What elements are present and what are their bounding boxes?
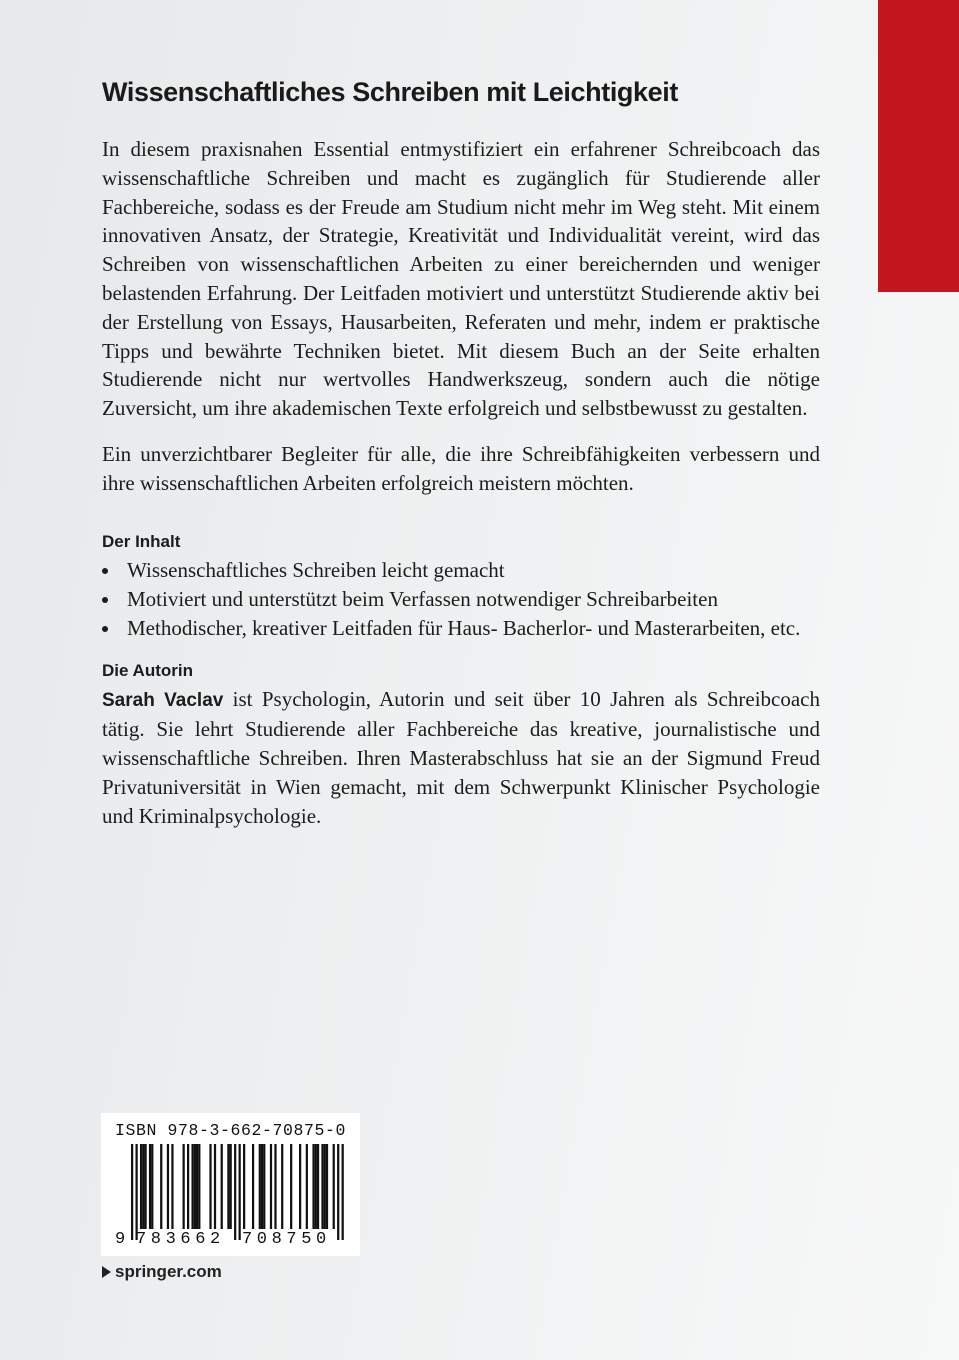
book-title: Wissenschaftliches Schreiben mit Leichtigkeit [102, 77, 678, 107]
barcode-bar [281, 1144, 283, 1229]
barcode-bar [261, 1144, 263, 1229]
contents-list [102, 556, 820, 643]
list-item [102, 556, 820, 585]
bullet-icon [102, 626, 108, 632]
barcode-bar [315, 1144, 317, 1229]
barcode-bar [230, 1144, 232, 1229]
barcode-bar [290, 1144, 292, 1229]
barcode-bar [194, 1144, 196, 1229]
play-arrow-icon [102, 1266, 111, 1278]
barcode-bar [191, 1144, 193, 1229]
list-item-text: Motiviert und unterstützt beim Verfassen notwendiger Schreibarbeiten [127, 586, 718, 611]
isbn-label: ISBN 978-3-662-70875-0 [115, 1121, 347, 1140]
barcode-bar [144, 1144, 146, 1229]
barcode-bar [299, 1144, 301, 1229]
barcode-guard-bar [131, 1144, 133, 1240]
barcode-guard-bar [342, 1144, 344, 1240]
barcode-bar [270, 1144, 272, 1229]
ean-left-group: 783662 [136, 1230, 225, 1249]
barcode-bar [221, 1144, 223, 1229]
barcode-bar [306, 1144, 308, 1229]
barcode-guard-bar [239, 1144, 241, 1240]
barcode-guard-bar [234, 1144, 236, 1240]
red-accent-band [878, 0, 959, 292]
list-item [102, 585, 820, 614]
barcode-bar [312, 1144, 314, 1229]
ean-first-digit: 9 [115, 1230, 130, 1249]
barcode-guard-bar [337, 1144, 339, 1240]
barcode-bar [227, 1144, 229, 1229]
barcode-bar [214, 1144, 216, 1229]
author-bio [102, 685, 820, 831]
barcode-bar [326, 1144, 328, 1229]
list-item-text: Methodischer, kreativer Leitfaden für Haus- Bacherlor- und Masterarbeiten, etc. [127, 615, 801, 640]
bullet-icon [102, 568, 108, 574]
author-name: Sarah Vaclav [102, 689, 224, 711]
barcode-bar [183, 1144, 185, 1229]
barcode-bar [196, 1144, 198, 1229]
barcode-bar [140, 1144, 142, 1229]
contents-heading: Der Inhalt [102, 531, 181, 551]
barcode-bar [252, 1144, 254, 1229]
description-paragraph: In diesem praxisnahen Essential entmystifiziert ein erfahrener Schreibcoach das wissenschaftliche Schreiben und macht es zugänglich für Studierende aller Fachbereiche, sodass es der Freude am Studium nicht mehr im Weg steht. Mit einem innovativen Ansatz, der Strategie, Kreativität und Individualität vereint, wird das Schreiben von wissenschaftlichen Arbeiten zu einer bereichernden und weniger belastenden Erfahrung. Der Leitfaden motiviert und unterstützt Studierende aktiv bei der Erstellung von Essays, Hausarbeiten, Referaten und mehr, indem er praktische Tipps und bewährte Techniken bietet. Mit diesem Buch an der Seite erhalten Studierende nicht nur wertvolles Handwerkszeug, sondern auch die nötige Zuversicht, um ihre akademischen Texte erfolgreich und selbstbewusst zu gestalten. [102, 137, 820, 421]
barcode-bar [259, 1144, 261, 1229]
author-bio-text: ist Psychologin, Autorin und seit über 10 Jahren als Schreibcoach tätig. Sie lehrt Studierende aller Fachbereiche das kreative, journalistische und wissenschaftliche Schreiben. Ihren Masterabschluss hat sie an der Sigmund Freud Privatuniversität in Wien gemacht, mit dem Schwerpunkt Klinischer Psychologie und Kriminalpsychologie. [102, 686, 820, 828]
barcode-bar [263, 1144, 265, 1229]
barcode-bar [142, 1144, 144, 1229]
publisher-link-text: springer.com [115, 1262, 222, 1281]
list-item-text: Wissenschaftliches Schreiben leicht gemacht [127, 557, 505, 582]
isbn-barcode [101, 1113, 360, 1256]
barcode-bar [274, 1144, 276, 1229]
barcode-bar [243, 1144, 245, 1229]
barcode-bar [321, 1144, 323, 1229]
barcode-bar [324, 1144, 326, 1229]
barcode-bar [317, 1144, 319, 1229]
author-heading: Die Autorin [102, 660, 193, 680]
barcode-bar [167, 1144, 169, 1229]
barcode-bar [333, 1144, 335, 1229]
back-cover-text [102, 72, 820, 831]
tagline-paragraph: Ein unverzichtbarer Begleiter für alle, die ihre Schreibfähigkeiten verbessern und ihre wissenschaftlichen Arbeiten erfolgreich meistern möchten. [102, 441, 820, 495]
publisher-link[interactable] [102, 1262, 222, 1282]
barcode-bar [209, 1144, 211, 1229]
barcode-bar [151, 1144, 153, 1229]
barcode-bar [149, 1144, 151, 1229]
barcode-bar [160, 1144, 162, 1229]
barcode-guard-bar [135, 1144, 137, 1240]
list-item [102, 614, 820, 643]
ean-right-group: 708750 [242, 1230, 331, 1249]
bullet-icon [102, 597, 108, 603]
barcode-bar [171, 1144, 173, 1229]
barcode-bar [198, 1144, 200, 1229]
barcode-bar [187, 1144, 189, 1229]
